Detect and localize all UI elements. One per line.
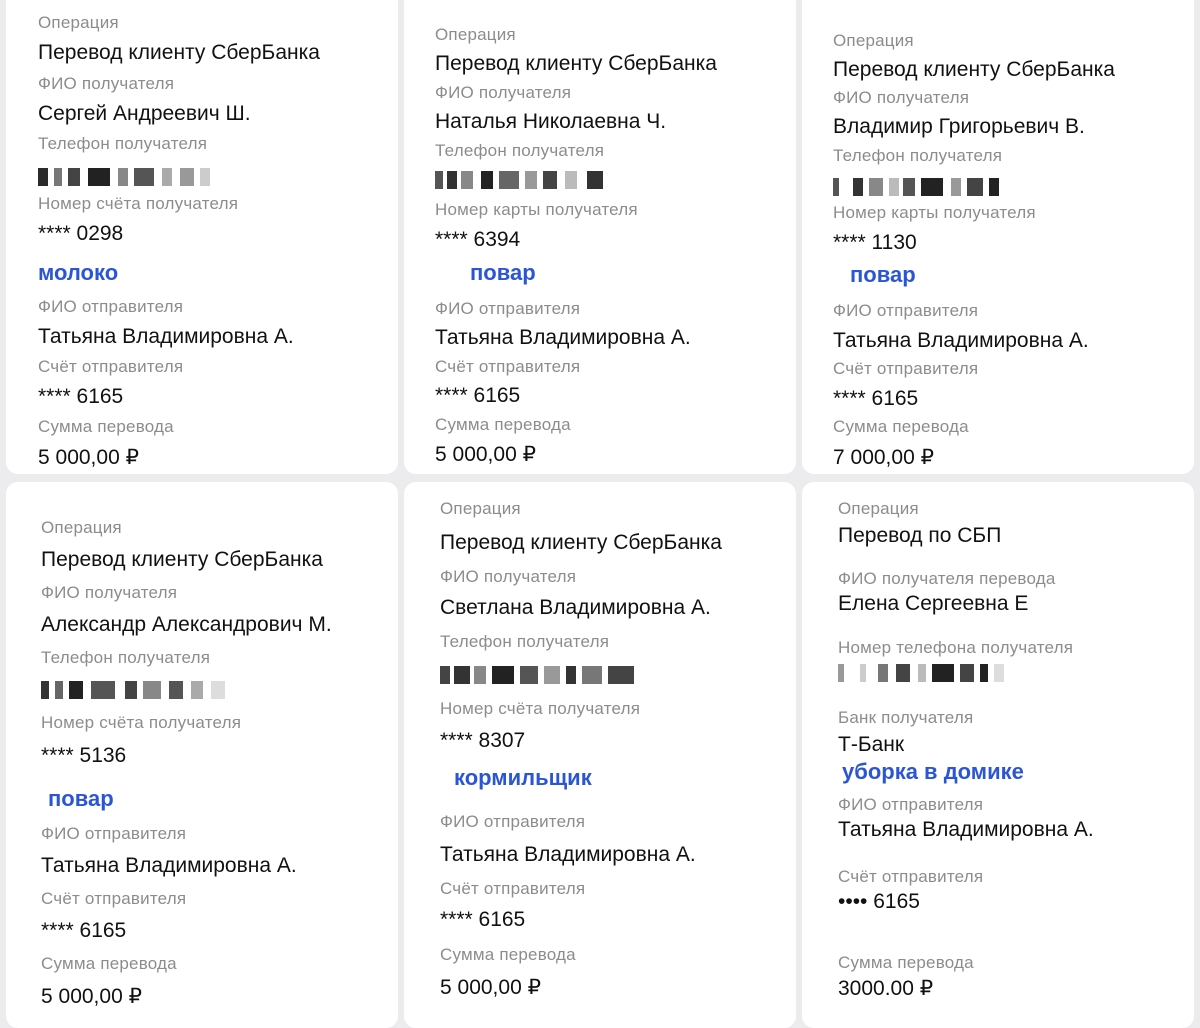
operation-label: Операция xyxy=(833,31,914,50)
sender-account-label: Счёт отправителя xyxy=(41,889,187,908)
amount-label: Сумма перевода xyxy=(41,954,177,973)
phone-label: Телефон получателя xyxy=(41,648,211,667)
transfer-note: повар xyxy=(470,260,536,285)
card-number: **** 1130 xyxy=(833,231,917,254)
phone-label: Телефон получателя xyxy=(833,146,1003,165)
sender-name: Татьяна Владимировна А. xyxy=(440,843,696,866)
amount-value: 5 000,00 ₽ xyxy=(38,446,139,469)
transfer-card-5 xyxy=(404,482,796,1028)
amount-value: 5 000,00 ₽ xyxy=(41,985,142,1008)
sender-label: ФИО отправителя xyxy=(440,812,586,831)
sender-name: Татьяна Владимировна А. xyxy=(838,818,1094,841)
amount-label: Сумма перевода xyxy=(38,417,174,436)
transfer-card-2 xyxy=(404,0,796,474)
card-number: **** 6394 xyxy=(435,228,521,251)
amount-label: Сумма перевода xyxy=(440,945,576,964)
recipient-label: ФИО получателя xyxy=(41,583,178,602)
operation-value: Перевод по СБП xyxy=(838,524,1002,547)
recipient-label: ФИО получателя xyxy=(435,83,572,102)
recipient-name: Владимир Григорьевич В. xyxy=(833,115,1085,138)
account-label: Номер счёта получателя xyxy=(41,713,242,732)
operation-label: Операция xyxy=(38,13,119,32)
transfer-card-6 xyxy=(802,482,1194,1028)
sender-name: Татьяна Владимировна А. xyxy=(435,326,691,349)
recipient-label: ФИО получателя xyxy=(38,74,175,93)
recipient-label: ФИО получателя перевода xyxy=(838,569,1056,588)
card-number-label: Номер карты получателя xyxy=(833,203,1036,222)
amount-value: 7 000,00 ₽ xyxy=(833,446,934,469)
phone-redacted xyxy=(41,681,231,699)
sender-account-label: Счёт отправителя xyxy=(38,357,184,376)
phone-redacted xyxy=(38,168,213,186)
phone-label: Телефон получателя xyxy=(38,134,208,153)
transfer-note: повар xyxy=(48,786,114,811)
account-label: Номер счёта получателя xyxy=(440,699,641,718)
account-number: **** 5136 xyxy=(41,744,127,767)
recipient-name: Сергей Андреевич Ш. xyxy=(38,102,251,125)
account-label: Номер счёта получателя xyxy=(38,194,239,213)
operation-value: Перевод клиенту СберБанка xyxy=(833,58,1115,81)
recipient-name: Александр Александрович М. xyxy=(41,613,332,636)
sender-label: ФИО отправителя xyxy=(41,824,187,843)
recipient-label: ФИО получателя xyxy=(440,567,577,586)
amount-label: Сумма перевода xyxy=(435,415,571,434)
sender-account-label: Счёт отправителя xyxy=(440,879,586,898)
sender-account-label: Счёт отправителя xyxy=(838,867,984,886)
amount-label: Сумма перевода xyxy=(838,953,974,972)
sender-account: **** 6165 xyxy=(833,387,919,410)
sender-name: Татьяна Владимировна А. xyxy=(833,329,1089,352)
recipient-label: ФИО получателя xyxy=(833,88,970,107)
operation-label: Операция xyxy=(838,499,919,518)
operation-label: Операция xyxy=(41,518,122,537)
sender-label: ФИО отправителя xyxy=(833,301,979,320)
phone-redacted xyxy=(833,178,1003,196)
amount-value: 5 000,00 ₽ xyxy=(440,976,541,999)
account-number: **** 0298 xyxy=(38,222,124,245)
sender-label: ФИО отправителя xyxy=(38,297,184,316)
account-number: **** 8307 xyxy=(440,729,526,752)
operation-value: Перевод клиенту СберБанка xyxy=(41,548,323,571)
transfer-note: повар xyxy=(850,262,916,287)
transfer-note: кормильщик xyxy=(454,765,592,790)
sender-account: **** 6165 xyxy=(435,384,521,407)
sender-account: •••• 6165 xyxy=(838,890,920,913)
sender-account-label: Счёт отправителя xyxy=(435,357,581,376)
transfer-card-4 xyxy=(6,482,398,1028)
phone-label: Телефон получателя xyxy=(435,141,605,160)
recipient-name: Наталья Николаевна Ч. xyxy=(435,110,667,133)
phone-redacted xyxy=(435,171,609,189)
phone-label: Телефон получателя xyxy=(440,632,610,651)
transfer-card-3 xyxy=(802,0,1194,474)
amount-value: 3000.00 ₽ xyxy=(838,977,934,1000)
card-number-label: Номер карты получателя xyxy=(435,200,638,219)
phone-label: Номер телефона получателя xyxy=(838,638,1074,657)
bank-label: Банк получателя xyxy=(838,708,974,727)
transfer-note: уборка в домике xyxy=(842,759,1024,784)
recipient-name: Светлана Владимировна А. xyxy=(440,596,711,619)
operation-label: Операция xyxy=(440,499,521,518)
sender-account-label: Счёт отправителя xyxy=(833,359,979,378)
sender-label: ФИО отправителя xyxy=(435,299,581,318)
sender-account: **** 6165 xyxy=(38,385,124,408)
sender-label: ФИО отправителя xyxy=(838,795,984,814)
amount-value: 5 000,00 ₽ xyxy=(435,443,536,466)
amount-label: Сумма перевода xyxy=(833,417,969,436)
sender-name: Татьяна Владимировна А. xyxy=(41,854,297,877)
transfer-note: молоко xyxy=(38,260,119,285)
operation-value: Перевод клиенту СберБанка xyxy=(435,52,717,75)
operation-label: Операция xyxy=(435,25,516,44)
recipient-name: Елена Сергеевна Е xyxy=(838,592,1029,615)
operation-value: Перевод клиенту СберБанка xyxy=(38,41,320,64)
transfer-card-1 xyxy=(6,0,398,474)
phone-redacted xyxy=(440,666,640,684)
sender-name: Татьяна Владимировна А. xyxy=(38,325,294,348)
sender-account: **** 6165 xyxy=(440,908,526,931)
phone-redacted xyxy=(838,664,1008,682)
sender-account: **** 6165 xyxy=(41,919,127,942)
bank-name: Т-Банк xyxy=(838,733,905,756)
operation-value: Перевод клиенту СберБанка xyxy=(440,531,722,554)
